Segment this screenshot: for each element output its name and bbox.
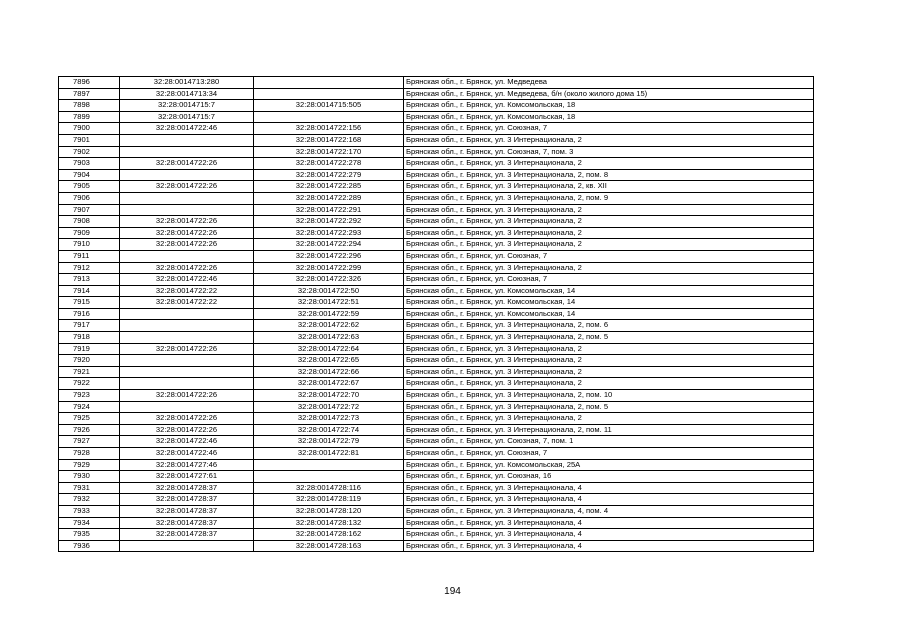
row-number-cell: 7901 [59,134,120,146]
address-cell: Брянская обл., г. Брянск, ул. 3 Интернационала, 4, пом. 4 [404,505,814,517]
row-number-cell: 7927 [59,436,120,448]
object-cadastral-number-cell: 32:28:0014722:168 [254,134,404,146]
row-number-cell: 7931 [59,482,120,494]
table-row [59,250,814,262]
table-row [59,436,814,448]
address-cell: Брянская обл., г. Брянск, ул. Союзная, 7 [404,123,814,135]
table-row [59,494,814,506]
table-row [59,77,814,89]
row-number-cell: 7920 [59,355,120,367]
object-cadastral-number-cell: 32:28:0014728:119 [254,494,404,506]
table-row [59,169,814,181]
land-cadastral-number-cell: 32:28:0014727:46 [120,459,254,471]
table-row [59,134,814,146]
table-row [59,332,814,344]
address-cell: Брянская обл., г. Брянск, ул. 3 Интернационала, 2 [404,227,814,239]
address-cell: Брянская обл., г. Брянск, ул. Комсомольская, 14 [404,285,814,297]
land-cadastral-number-cell: 32:28:0014728:37 [120,517,254,529]
object-cadastral-number-cell: 32:28:0014722:278 [254,158,404,170]
row-number-cell: 7915 [59,297,120,309]
address-cell: Брянская обл., г. Брянск, ул. 3 Интернационала, 2 [404,134,814,146]
table-row [59,192,814,204]
row-number-cell: 7910 [59,239,120,251]
address-cell: Брянская обл., г. Брянск, ул. 3 Интернационала, 2, пом. 9 [404,192,814,204]
address-cell: Брянская обл., г. Брянск, ул. Комсомольская, 14 [404,297,814,309]
object-cadastral-number-cell: 32:28:0014722:81 [254,448,404,460]
table-row [59,529,814,541]
land-cadastral-number-cell: 32:28:0014715:7 [120,100,254,112]
land-cadastral-number-cell [120,192,254,204]
address-cell: Брянская обл., г. Брянск, ул. Союзная, 7, пом. 3 [404,146,814,158]
table-row [59,285,814,297]
land-cadastral-number-cell: 32:28:0014713:34 [120,88,254,100]
table-row [59,123,814,135]
address-cell: Брянская обл., г. Брянск, ул. 3 Интернационала, 2 [404,239,814,251]
address-cell: Брянская обл., г. Брянск, ул. 3 Интернационала, 2 [404,204,814,216]
address-cell: Брянская обл., г. Брянск, ул. 3 Интернационала, 2, пом. 8 [404,169,814,181]
row-number-cell: 7898 [59,100,120,112]
row-number-cell: 7913 [59,274,120,286]
land-cadastral-number-cell: 32:28:0014728:37 [120,482,254,494]
table-row [59,204,814,216]
address-cell: Брянская обл., г. Брянск, ул. Союзная, 7 [404,250,814,262]
table-row [59,227,814,239]
address-cell: Брянская обл., г. Брянск, ул. 3 Интернационала, 2 [404,343,814,355]
table-row [59,471,814,483]
object-cadastral-number-cell: 32:28:0014722:67 [254,378,404,390]
object-cadastral-number-cell: 32:28:0014722:291 [254,204,404,216]
land-cadastral-number-cell [120,332,254,344]
row-number-cell: 7933 [59,505,120,517]
object-cadastral-number-cell: 32:28:0014722:293 [254,227,404,239]
registry-table-body [59,77,814,552]
object-cadastral-number-cell: 32:28:0014728:120 [254,505,404,517]
land-cadastral-number-cell: 32:28:0014727:61 [120,471,254,483]
land-cadastral-number-cell [120,401,254,413]
row-number-cell: 7929 [59,459,120,471]
row-number-cell: 7917 [59,320,120,332]
table-row [59,413,814,425]
object-cadastral-number-cell: 32:28:0014715:505 [254,100,404,112]
row-number-cell: 7926 [59,424,120,436]
row-number-cell: 7936 [59,540,120,552]
table-row [59,355,814,367]
address-cell: Брянская обл., г. Брянск, ул. Комсомольская, 25А [404,459,814,471]
table-row [59,517,814,529]
address-cell: Брянская обл., г. Брянск, ул. Медведева, б/н (около жилого дома 15) [404,88,814,100]
land-cadastral-number-cell: 32:28:0014713:280 [120,77,254,89]
table-row [59,459,814,471]
object-cadastral-number-cell: 32:28:0014722:65 [254,355,404,367]
object-cadastral-number-cell: 32:28:0014722:62 [254,320,404,332]
table-row [59,181,814,193]
object-cadastral-number-cell [254,111,404,123]
table-row [59,146,814,158]
address-cell: Брянская обл., г. Брянск, ул. 3 Интернационала, 4 [404,517,814,529]
object-cadastral-number-cell: 32:28:0014728:132 [254,517,404,529]
row-number-cell: 7896 [59,77,120,89]
row-number-cell: 7935 [59,529,120,541]
land-cadastral-number-cell: 32:28:0014722:46 [120,123,254,135]
object-cadastral-number-cell [254,77,404,89]
table-row [59,262,814,274]
row-number-cell: 7919 [59,343,120,355]
row-number-cell: 7897 [59,88,120,100]
land-cadastral-number-cell: 32:28:0014722:26 [120,227,254,239]
address-cell: Брянская обл., г. Брянск, ул. 3 Интернационала, 2, пом. 5 [404,332,814,344]
table-row [59,540,814,552]
object-cadastral-number-cell: 32:28:0014722:326 [254,274,404,286]
row-number-cell: 7922 [59,378,120,390]
table-row [59,424,814,436]
address-cell: Брянская обл., г. Брянск, ул. 3 Интернационала, 4 [404,529,814,541]
object-cadastral-number-cell [254,459,404,471]
row-number-cell: 7923 [59,390,120,402]
address-cell: Брянская обл., г. Брянск, ул. 3 Интернационала, 2 [404,262,814,274]
address-cell: Брянская обл., г. Брянск, ул. Комсомольская, 18 [404,100,814,112]
address-cell: Брянская обл., г. Брянск, ул. Комсомольская, 14 [404,308,814,320]
row-number-cell: 7914 [59,285,120,297]
land-cadastral-number-cell: 32:28:0014722:26 [120,181,254,193]
land-cadastral-number-cell [120,320,254,332]
address-cell: Брянская обл., г. Брянск, ул. Медведева [404,77,814,89]
object-cadastral-number-cell: 32:28:0014722:59 [254,308,404,320]
land-cadastral-number-cell: 32:28:0014722:26 [120,343,254,355]
object-cadastral-number-cell: 32:28:0014722:296 [254,250,404,262]
row-number-cell: 7903 [59,158,120,170]
land-cadastral-number-cell [120,169,254,181]
land-cadastral-number-cell: 32:28:0014722:22 [120,297,254,309]
row-number-cell: 7905 [59,181,120,193]
address-cell: Брянская обл., г. Брянск, ул. Союзная, 7 [404,274,814,286]
table-row [59,390,814,402]
row-number-cell: 7904 [59,169,120,181]
object-cadastral-number-cell: 32:28:0014728:116 [254,482,404,494]
land-cadastral-number-cell: 32:28:0014728:37 [120,529,254,541]
object-cadastral-number-cell: 32:28:0014722:63 [254,332,404,344]
row-number-cell: 7909 [59,227,120,239]
object-cadastral-number-cell: 32:28:0014722:279 [254,169,404,181]
land-cadastral-number-cell: 32:28:0014722:26 [120,413,254,425]
land-cadastral-number-cell: 32:28:0014722:22 [120,285,254,297]
row-number-cell: 7932 [59,494,120,506]
table-row [59,297,814,309]
table-row [59,100,814,112]
row-number-cell: 7907 [59,204,120,216]
address-cell: Брянская обл., г. Брянск, ул. 3 Интернационала, 2 [404,366,814,378]
land-cadastral-number-cell [120,146,254,158]
land-cadastral-number-cell: 32:28:0014722:26 [120,239,254,251]
table-row [59,378,814,390]
address-cell: Брянская обл., г. Брянск, ул. 3 Интернационала, 2 [404,216,814,228]
table-row [59,111,814,123]
land-cadastral-number-cell: 32:28:0014722:46 [120,448,254,460]
table-row [59,343,814,355]
registry-table-container [58,76,814,552]
address-cell: Брянская обл., г. Брянск, ул. 3 Интернационала, 2 [404,378,814,390]
address-cell: Брянская обл., г. Брянск, ул. Комсомольская, 18 [404,111,814,123]
row-number-cell: 7928 [59,448,120,460]
address-cell: Брянская обл., г. Брянск, ул. 3 Интернационала, 4 [404,540,814,552]
land-cadastral-number-cell: 32:28:0014722:26 [120,262,254,274]
address-cell: Брянская обл., г. Брянск, ул. 3 Интернационала, 2, пом. 6 [404,320,814,332]
object-cadastral-number-cell: 32:28:0014722:285 [254,181,404,193]
land-cadastral-number-cell [120,355,254,367]
object-cadastral-number-cell: 32:28:0014728:162 [254,529,404,541]
row-number-cell: 7911 [59,250,120,262]
object-cadastral-number-cell: 32:28:0014722:292 [254,216,404,228]
address-cell: Брянская обл., г. Брянск, ул. 3 Интернационала, 2, пом. 10 [404,390,814,402]
table-row [59,88,814,100]
land-cadastral-number-cell: 32:28:0014722:26 [120,158,254,170]
land-cadastral-number-cell: 32:28:0014728:37 [120,494,254,506]
address-cell: Брянская обл., г. Брянск, ул. 3 Интернационала, 2, пом. 11 [404,424,814,436]
address-cell: Брянская обл., г. Брянск, ул. 3 Интернационала, 2, кв. XII [404,181,814,193]
object-cadastral-number-cell: 32:28:0014722:72 [254,401,404,413]
land-cadastral-number-cell [120,366,254,378]
object-cadastral-number-cell [254,88,404,100]
table-row [59,158,814,170]
row-number-cell: 7908 [59,216,120,228]
registry-table [58,76,814,552]
object-cadastral-number-cell: 32:28:0014728:163 [254,540,404,552]
address-cell: Брянская обл., г. Брянск, ул. 3 Интернационала, 4 [404,482,814,494]
page-number: 194 [444,586,461,597]
object-cadastral-number-cell: 32:28:0014722:50 [254,285,404,297]
row-number-cell: 7900 [59,123,120,135]
table-row [59,308,814,320]
land-cadastral-number-cell: 32:28:0014722:26 [120,216,254,228]
address-cell: Брянская обл., г. Брянск, ул. Союзная, 7, пом. 1 [404,436,814,448]
address-cell: Брянская обл., г. Брянск, ул. 3 Интернационала, 2, пом. 5 [404,401,814,413]
land-cadastral-number-cell [120,204,254,216]
object-cadastral-number-cell: 32:28:0014722:73 [254,413,404,425]
object-cadastral-number-cell [254,471,404,483]
table-row [59,274,814,286]
land-cadastral-number-cell: 32:28:0014715:7 [120,111,254,123]
object-cadastral-number-cell: 32:28:0014722:51 [254,297,404,309]
address-cell: Брянская обл., г. Брянск, ул. 3 Интернационала, 4 [404,494,814,506]
object-cadastral-number-cell: 32:28:0014722:79 [254,436,404,448]
address-cell: Брянская обл., г. Брянск, ул. 3 Интернационала, 2 [404,158,814,170]
table-row [59,505,814,517]
land-cadastral-number-cell: 32:28:0014728:37 [120,505,254,517]
land-cadastral-number-cell: 32:28:0014722:26 [120,390,254,402]
object-cadastral-number-cell: 32:28:0014722:294 [254,239,404,251]
row-number-cell: 7934 [59,517,120,529]
land-cadastral-number-cell [120,378,254,390]
land-cadastral-number-cell [120,540,254,552]
row-number-cell: 7912 [59,262,120,274]
object-cadastral-number-cell: 32:28:0014722:64 [254,343,404,355]
address-cell: Брянская обл., г. Брянск, ул. Союзная, 16 [404,471,814,483]
object-cadastral-number-cell: 32:28:0014722:74 [254,424,404,436]
land-cadastral-number-cell: 32:28:0014722:46 [120,436,254,448]
object-cadastral-number-cell: 32:28:0014722:170 [254,146,404,158]
table-row [59,448,814,460]
address-cell: Брянская обл., г. Брянск, ул. Союзная, 7 [404,448,814,460]
table-row [59,216,814,228]
object-cadastral-number-cell: 32:28:0014722:289 [254,192,404,204]
land-cadastral-number-cell: 32:28:0014722:46 [120,274,254,286]
row-number-cell: 7899 [59,111,120,123]
object-cadastral-number-cell: 32:28:0014722:66 [254,366,404,378]
land-cadastral-number-cell: 32:28:0014722:26 [120,424,254,436]
row-number-cell: 7930 [59,471,120,483]
land-cadastral-number-cell [120,308,254,320]
address-cell: Брянская обл., г. Брянск, ул. 3 Интернационала, 2 [404,413,814,425]
table-row [59,482,814,494]
object-cadastral-number-cell: 32:28:0014722:299 [254,262,404,274]
table-row [59,401,814,413]
object-cadastral-number-cell: 32:28:0014722:156 [254,123,404,135]
table-row [59,366,814,378]
address-cell: Брянская обл., г. Брянск, ул. 3 Интернационала, 2 [404,355,814,367]
table-row [59,239,814,251]
row-number-cell: 7906 [59,192,120,204]
row-number-cell: 7918 [59,332,120,344]
row-number-cell: 7925 [59,413,120,425]
object-cadastral-number-cell: 32:28:0014722:70 [254,390,404,402]
row-number-cell: 7921 [59,366,120,378]
land-cadastral-number-cell [120,250,254,262]
land-cadastral-number-cell [120,134,254,146]
row-number-cell: 7916 [59,308,120,320]
table-row [59,320,814,332]
row-number-cell: 7902 [59,146,120,158]
row-number-cell: 7924 [59,401,120,413]
